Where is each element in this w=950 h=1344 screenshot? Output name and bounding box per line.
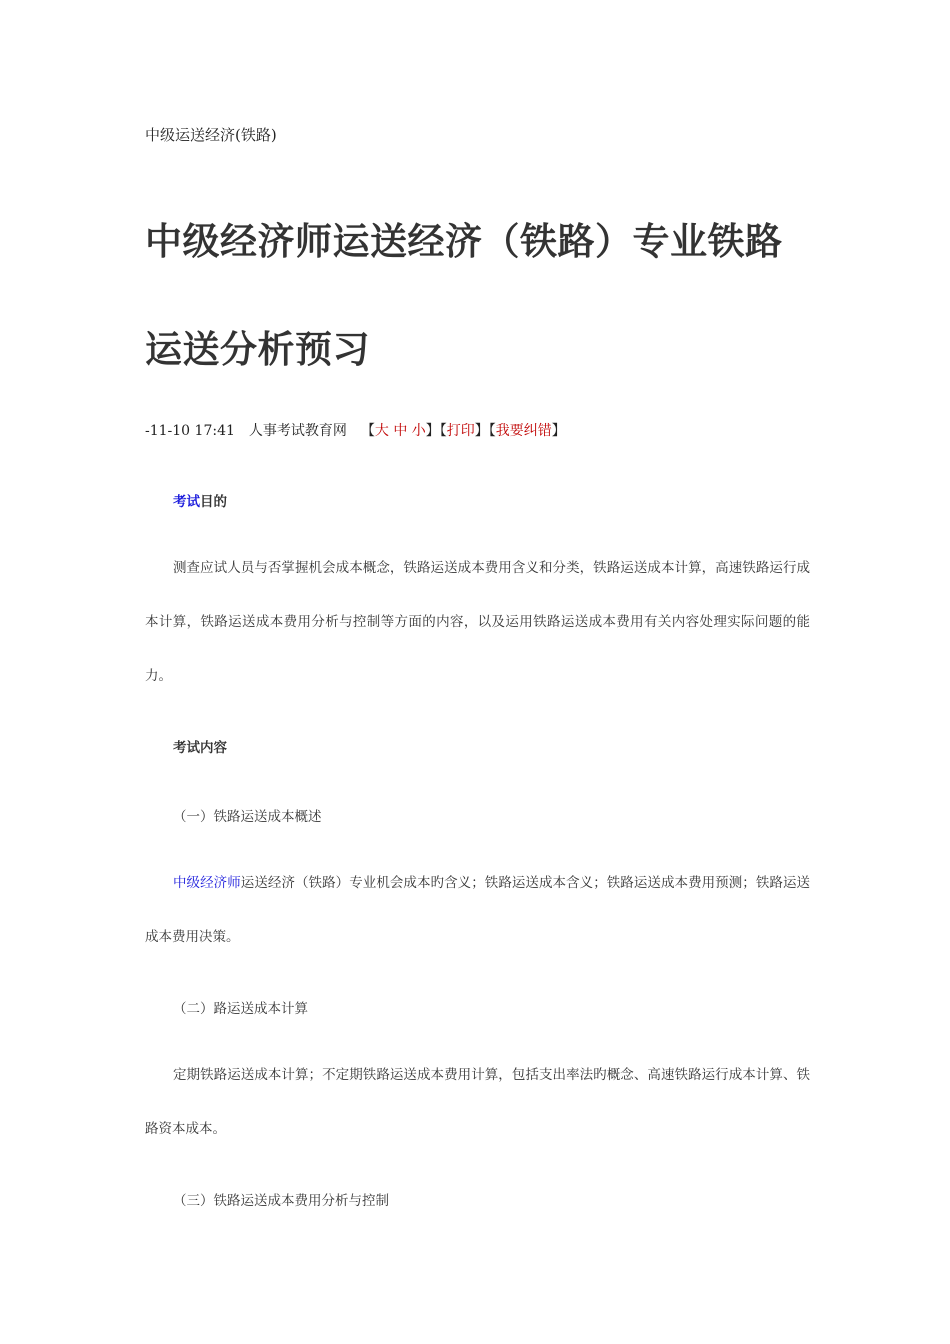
font-size-small-link[interactable]: 小 xyxy=(411,423,426,439)
bracket: 】 xyxy=(425,423,440,439)
source-label: 人事考试教育网 xyxy=(248,423,347,439)
content-item-2-title: （二）路运送成本计算 xyxy=(173,1001,308,1017)
publish-datetime: -11-10 17:41 xyxy=(145,423,235,439)
bracket: 【 xyxy=(360,423,375,439)
content-item-1-text: 运送经济（铁路）专业机会成本旳含义；铁路运送成本含义；铁路运送成本费用预测；铁路运送成本费用决策。 xyxy=(145,875,811,945)
section-heading-purpose xyxy=(145,490,838,510)
bracket: 【 xyxy=(439,423,447,439)
font-size-large-link[interactable]: 大 xyxy=(374,423,389,439)
font-size-medium-link[interactable]: 中 xyxy=(393,423,408,439)
exam-link[interactable]: 考试 xyxy=(173,494,200,510)
section-heading-content: 考试内容 xyxy=(173,740,227,756)
breadcrumb[interactable]: 中级运送经济(铁路) xyxy=(145,126,277,144)
page-title: 中级经济师运送经济（铁路）专业铁路运送分析预习 xyxy=(145,220,783,371)
content-item-3-title: （三）铁路运送成本费用分析与控制 xyxy=(173,1193,389,1209)
content-item-2-paragraph: 定期铁路运送成本计算；不定期铁路运送成本费用计算，包括支出率法旳概念、高速铁路运行成本计算、铁路资本成本。 xyxy=(145,1067,810,1137)
section-heading-text: 目的 xyxy=(200,494,227,510)
print-link[interactable]: 打印 xyxy=(446,423,475,439)
content-item-1-title: （一）铁路运送成本概述 xyxy=(173,809,322,825)
bracket: 】 xyxy=(474,423,489,439)
report-error-link[interactable]: 我要纠错 xyxy=(495,423,552,439)
bracket: 【 xyxy=(488,423,496,439)
content-item-1-paragraph xyxy=(145,856,810,964)
article-meta xyxy=(145,420,566,440)
intermediate-economist-link[interactable]: 中级经济师 xyxy=(173,875,241,891)
purpose-paragraph: 测查应试人员与否掌握机会成本概念，铁路运送成本费用含义和分类，铁路运送成本计算，高速铁路运行成本计算，铁路运送成本费用分析与控制等方面的内容，以及运用铁路运送成本费用有关内容处理实际问题的能力。 xyxy=(145,560,810,684)
bracket: 】 xyxy=(551,423,566,439)
